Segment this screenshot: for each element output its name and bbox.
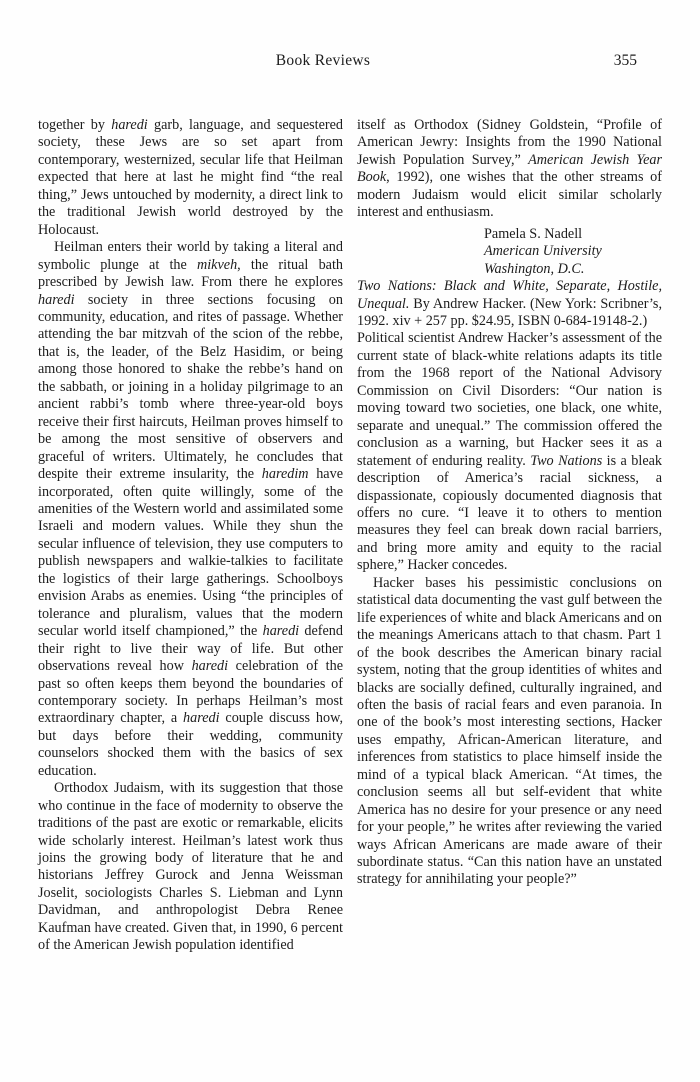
book-citation: Two Nations: Black and White, Separate, Hostile, Unequal. By Andrew Hacker. (New York: Scribner’s, 1992. xiv + 257 pp. $24.95, ISBN 0-684-19148-2.) <box>357 278 662 329</box>
right-column <box>357 117 662 889</box>
reviewer-signature <box>484 226 662 278</box>
running-head <box>38 52 662 72</box>
paragraph-continuation: together by haredi garb, language, and sequestered society, these Jews are so set apart from contemporary, westernized, secular life that Heilman expected that here at last he might find “the real thing,” Jews untouched by modernity, a direct link to the traditional Jewish world destroyed by the Holocaust. <box>38 117 343 238</box>
reviewer-location: Washington, D.C. <box>484 260 585 277</box>
reviewer-affiliation: American University <box>484 243 602 260</box>
left-column <box>38 117 343 955</box>
reviewer-name: Pamela S. Nadell <box>484 225 583 242</box>
paragraph-continuation: itself as Orthodox (Sidney Goldstein, “Profile of American Jewry: Insights from the 1990 National Jewish Population Survey,” American Jewish Year Book, 1992), one wishes that the other streams of modern Judaism would elicit similar scholarly interest and enthusiasm. <box>357 117 662 221</box>
paragraph: Political scientist Andrew Hacker’s assessment of the current state of black-white relations adapts its title from the 1968 report of the National Advisory Commission on Civil Disorders: “Our nation is moving toward two societies, one black, one white, separate and unequal.” The commission offered the conclusion as a warning, but Hacker sees it as a statement of enduring reality. Two Nations is a bleak description of America’s racial sickness, a dispassionate, copiously documented diagnosis that offers no cure. “I leave it to others to mention measures they feel can break down racial barriers, and bring more amity and equity to the racial sphere,” Hacker concedes. <box>357 330 663 574</box>
paragraph: Hacker bases his pessimistic conclusions on statistical data documenting the vast gulf between the life experiences of white and black Americans and on the meanings Americans attach to that chasm. Part 1 of the book describes the American binary racial system, noting that the group identities of whites and blacks are socially defined, culturally ingrained, and often the basis of racial fears and even paranoia. In one of the book’s most interesting sections, Hacker uses empathy, African-American literature, and inferences from statistics to place himself inside the mind of a typical black American. “At times, the conclusion seems all but self-evident that white America has no desire for your presence or any need for your people,” he writes after reviewing the varied ways African Americans are made aware of their subordinate status. “Can this nation have an unstated strategy for annihilating your people?” <box>357 574 662 888</box>
page-number: 355 <box>613 52 637 69</box>
running-head-title: Book Reviews <box>275 52 371 69</box>
paragraph: Heilman enters their world by taking a literal and symbolic plunge at the mikveh, the ritual bath prescribed by Jewish law. From there he explores haredi society in three sections focusing on community, education, and rites of passage. Whether attending the bar mitzvah of the scion of the rebbe, that is, the leader, of the Belz Hasidim, or being among those honored to shake the rebbe’s hand on the sabbath, or joining in a holiday pilgrimage to an ancient rabbi’s tomb where three-year-old boys receive their first haircuts, Heilman proves himself to be among the most sensitive of observers and graceful of writers. Ultimately, he concludes that despite their extreme insularity, the haredim have incorporated, often quite willingly, some of the amenities of the Western world and assimilated some Israeli and modern values. While they shun the secular influence of television, they use computers to publish newspapers and walkie-talkies to facilitate the logistics of their large gatherings. Schoolboys envision Arabs as enemies. Using “the principles of tolerance and pluralism, values that the modern secular world itself championed,” the haredi defend their right to live their way of life. But other observations reveal how haredi celebration of the past so often keeps them beyond the boundaries of contemporary society. In perhaps Heilman’s most extraordinary chapter, a haredi couple discuss how, but days before their wedding, community counselors shocked them with the basics of sex education. <box>38 239 343 779</box>
paragraph: Orthodox Judaism, with its suggestion that those who continue in the face of modernity to observe the traditions of the past are exotic or remarkable, elicits wide scholarly interest. Heilman’s latest work thus joins the growing body of literature that he and historians Jeffrey Gurock and Jenna Weissman Joselit, sociologists Charles S. Liebman and Lynn Davidman, and anthropologist Debra Renee Kaufman have created. Given that, in 1990, 6 percent of the American Jewish population identified <box>38 780 343 954</box>
